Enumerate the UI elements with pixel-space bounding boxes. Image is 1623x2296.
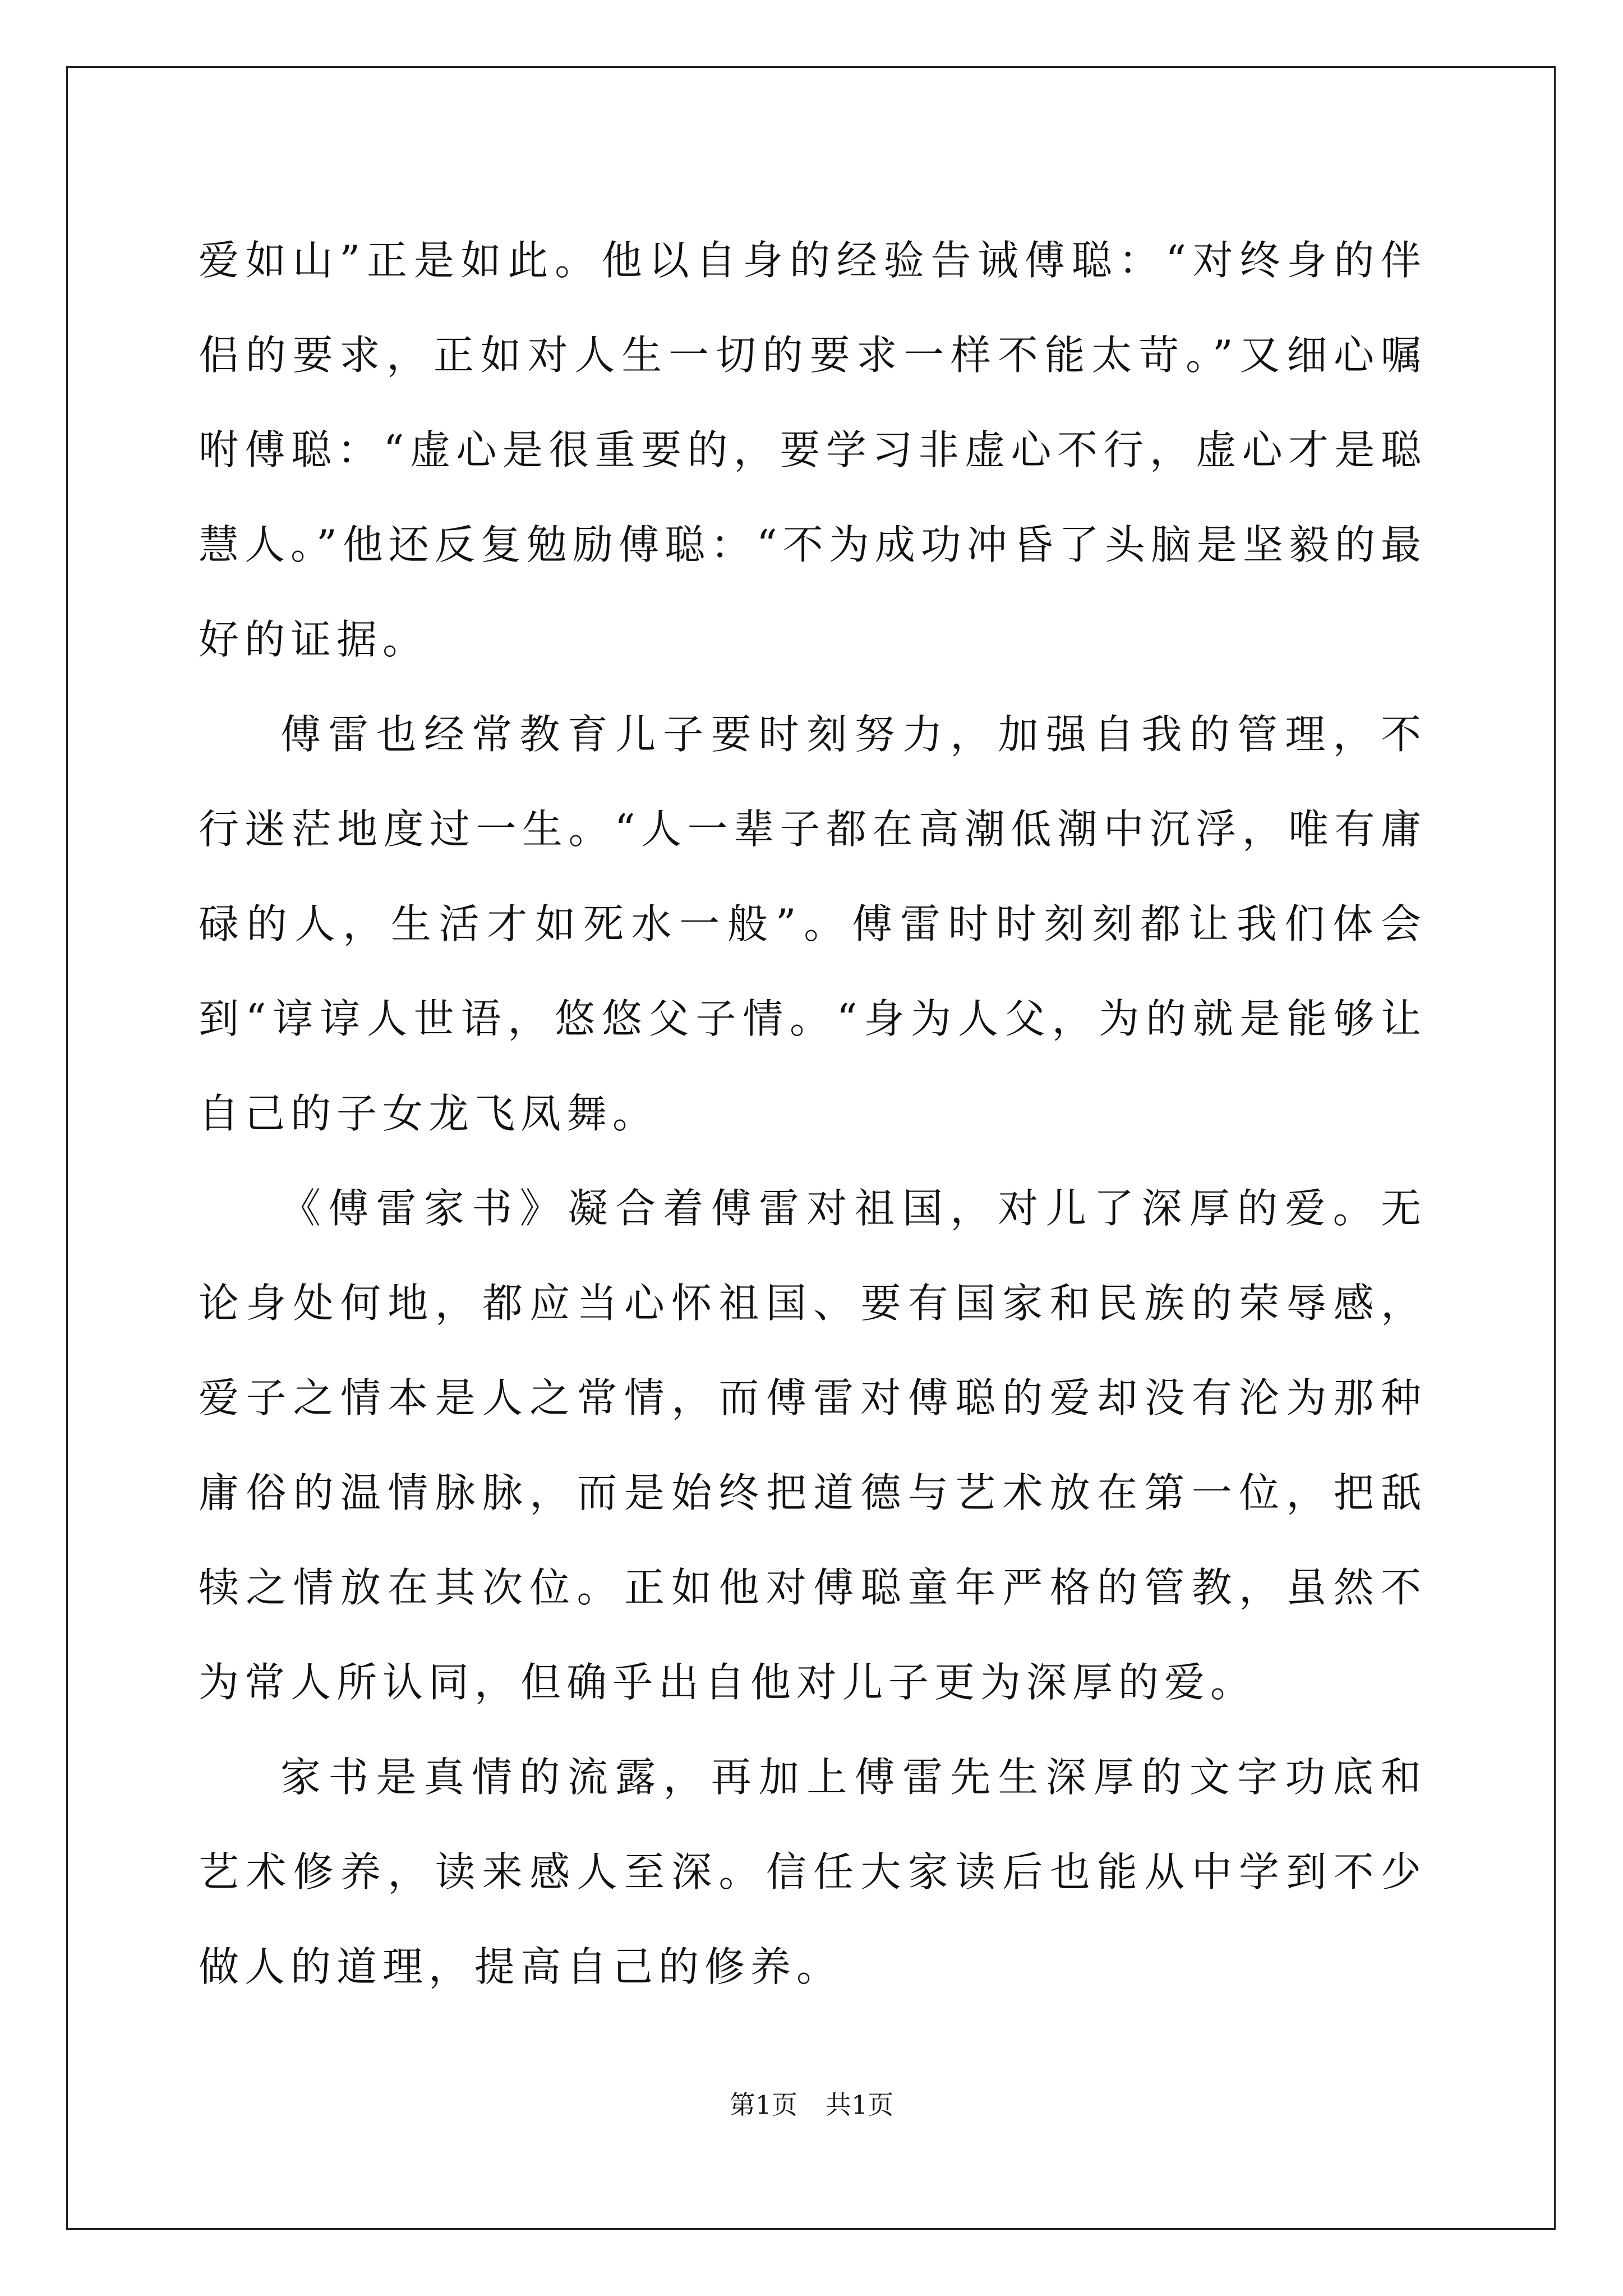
page-number: 第1页: [729, 2090, 797, 2120]
page-footer: [0, 2088, 1623, 2122]
page-total: 共1页: [826, 2090, 894, 2120]
paragraph: 傅雷也经常教育儿子要时刻努力，加强自我的管理，不行迷茫地度过一生。“人一辈子都在高潮低潮中沉浮，唯有庸碌的人，生活才如死水一般”。傅雷时时刻刻都让我们体会到“谆谆人世语，悠悠父子情。“身为人父，为的就是能够让自己的子女龙飞凤舞。: [199, 711, 1427, 1137]
document-body: [199, 213, 1427, 2014]
paragraph: 《傅雷家书》凝合着傅雷对祖国，对儿了深厚的爱。无论身处何地，都应当心怀祖国、要有国家和民族的荣辱感，爱子之情本是人之常情，而傅雷对傅聪的爱却没有沦为那种庸俗的温情脉脉，而是始终把道德与艺术放在第一位，把舐犊之情放在其次位。正如他对傅聪童年严格的管教，虽然不为常人所认同，但确乎出自他对儿子更为深厚的爱。: [199, 1185, 1427, 1706]
paragraph: 家书是真情的流露，再加上傅雷先生深厚的文字功底和艺术修养，读来感人至深。信任大家读后也能从中学到不少做人的道理，提高自己的修养。: [199, 1754, 1427, 1990]
paragraph-continued: 爱如山”正是如此。他以自身的经验告诫傅聪：“对终身的伴侣的要求，正如对人生一切的要求一样不能太苛。”又细心嘱咐傅聪：“虚心是很重要的，要学习非虚心不行，虚心才是聪慧人。”他还反复勉励傅聪：“不为成功冲昏了头脑是坚毅的最好的证据。: [199, 237, 1427, 663]
